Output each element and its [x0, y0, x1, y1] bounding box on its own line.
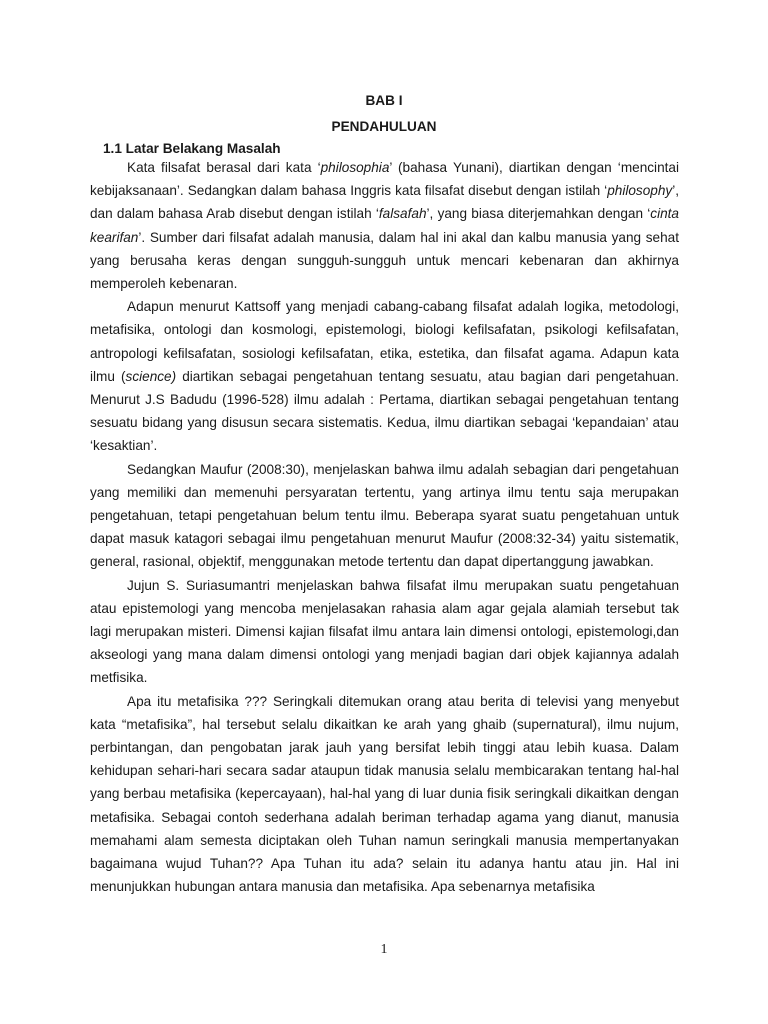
italic-term: cinta kearifan [90, 206, 679, 245]
paragraph [90, 156, 679, 295]
italic-term: philosophy [607, 183, 673, 199]
text-run: Apa itu metafisika ??? Seringkali ditemukan orang atau berita di televisi yang menyebut kata “metafisika”, hal tersebut selalu dikaitkan ke arah yang ghaib (supernatural), ilmu nujum, perbintangan, dan pengobatan jarak jauh yang bersifat lebih tinggi atau lebih kuasa. Dalam kehidupan sehari-hari secara sadar ataupun tidak manusia selalu membicarakan tentang hal-hal yang berbau metafisika (kepercayaan), hal-hal yang di luar dunia fisik seringkali dikaitkan dengan metafisika. Sebagai contoh sederhana adalah beriman terhadap agama yang dianut, manusia memahami alam semesta diciptakan oleh Tuhan namun seringkali manusia mempertanyakan bagaimana wujud Tuhan?? Apa Tuhan itu ada? selain itu adanya hantu atau jin. Hal ini menunjukkan hubungan antara manusia dan metafisika. Apa sebenarnya metafisika [90, 693, 679, 895]
paragraph [90, 458, 679, 574]
page-number: 1 [380, 942, 388, 957]
section-heading: 1.1 Latar Belakang Masalah [103, 141, 281, 156]
text-run: Jujun S. Suriasumantri menjelaskan bahwa filsafat ilmu merupakan suatu pengetahuan atau epistemologi yang mencoba menjelasakan rahasia alam agar gejala alamiah tersebut tak lagi merupakan misteri. Dimensi kajian filsafat ilmu antara lain dimensi ontologi, epistemologi,dan akseologi yang mana dalam dimensi ontologi yang menjadi bagian dari objek kajiannya adalah metfisika. [90, 577, 679, 686]
text-run: Adapun menurut Kattsoff yang menjadi cabang-cabang filsafat adalah logika, metodologi, metafisika, ontologi dan kosmologi, epistemologi, biologi kefilsafatan, psikologi kefilsafatan, antropologi kefilsafatan, sosiologi kefilsafatan, etika, estetika, dan filsafat agama. Adapun kata ilmu ( [90, 299, 679, 384]
chapter-title: PENDAHULUAN [331, 119, 437, 134]
paragraph [90, 690, 679, 899]
text-run: diartikan sebagai pengetahuan tentang sesuatu, atau bagian dari pengetahuan. Menurut J.S Badudu (1996-528) ilmu adalah : Pertama, diartikan sebagai pengetahuan tentang sesuatu bidang yang disusun secara sistematis. Kedua, ilmu diartikan sebagai ‘kepandaian’ atau ‘kesaktian’. [90, 368, 679, 454]
paragraph [90, 574, 679, 690]
italic-term: science) [125, 368, 177, 384]
italic-term: philosophia [320, 160, 390, 175]
chapter-number: BAB I [365, 93, 403, 108]
text-run: ’ (bahasa Yunani), diartikan dengan ‘mencintai kebijaksanaan’. Sedangkan dalam bahasa Inggris kata filsafat disebut dengan istilah ‘ [90, 160, 679, 199]
text-run: ’, yang biasa diterjemahkan dengan ‘ [426, 206, 651, 222]
text-run: ’, dan dalam bahasa Arab disebut dengan istilah ‘ [90, 183, 679, 222]
text-run: ’. Sumber dari filsafat adalah manusia, dalam hal ini akal dan kalbu manusia yang sehat yang berusaha keras dengan sungguh-sungguh untuk mencari kebenaran dan akhirnya memperoleh kebenaran. [90, 229, 679, 292]
body-text [90, 156, 679, 899]
italic-term: falsafah [378, 206, 427, 222]
text-run: Kata filsafat berasal dari kata ‘ [127, 160, 321, 175]
paragraph [90, 295, 679, 457]
text-run: Sedangkan Maufur (2008:30), menjelaskan bahwa ilmu adalah sebagian dari pengetahuan yang memiliki dan memenuhi persyaratan tertentu, yang artinya ilmu tentu saja merupakan pengetahuan, tetapi pengetahuan belum tentu ilmu. Beberapa syarat suatu pengetahuan untuk dapat masuk katagori sebagai ilmu pengetahuan menurut Maufur (2008:32-34) yaitu sistematik, general, rasional, objektif, menggunakan metode tertentu dan dapat dipertanggung jawabkan. [90, 461, 679, 570]
